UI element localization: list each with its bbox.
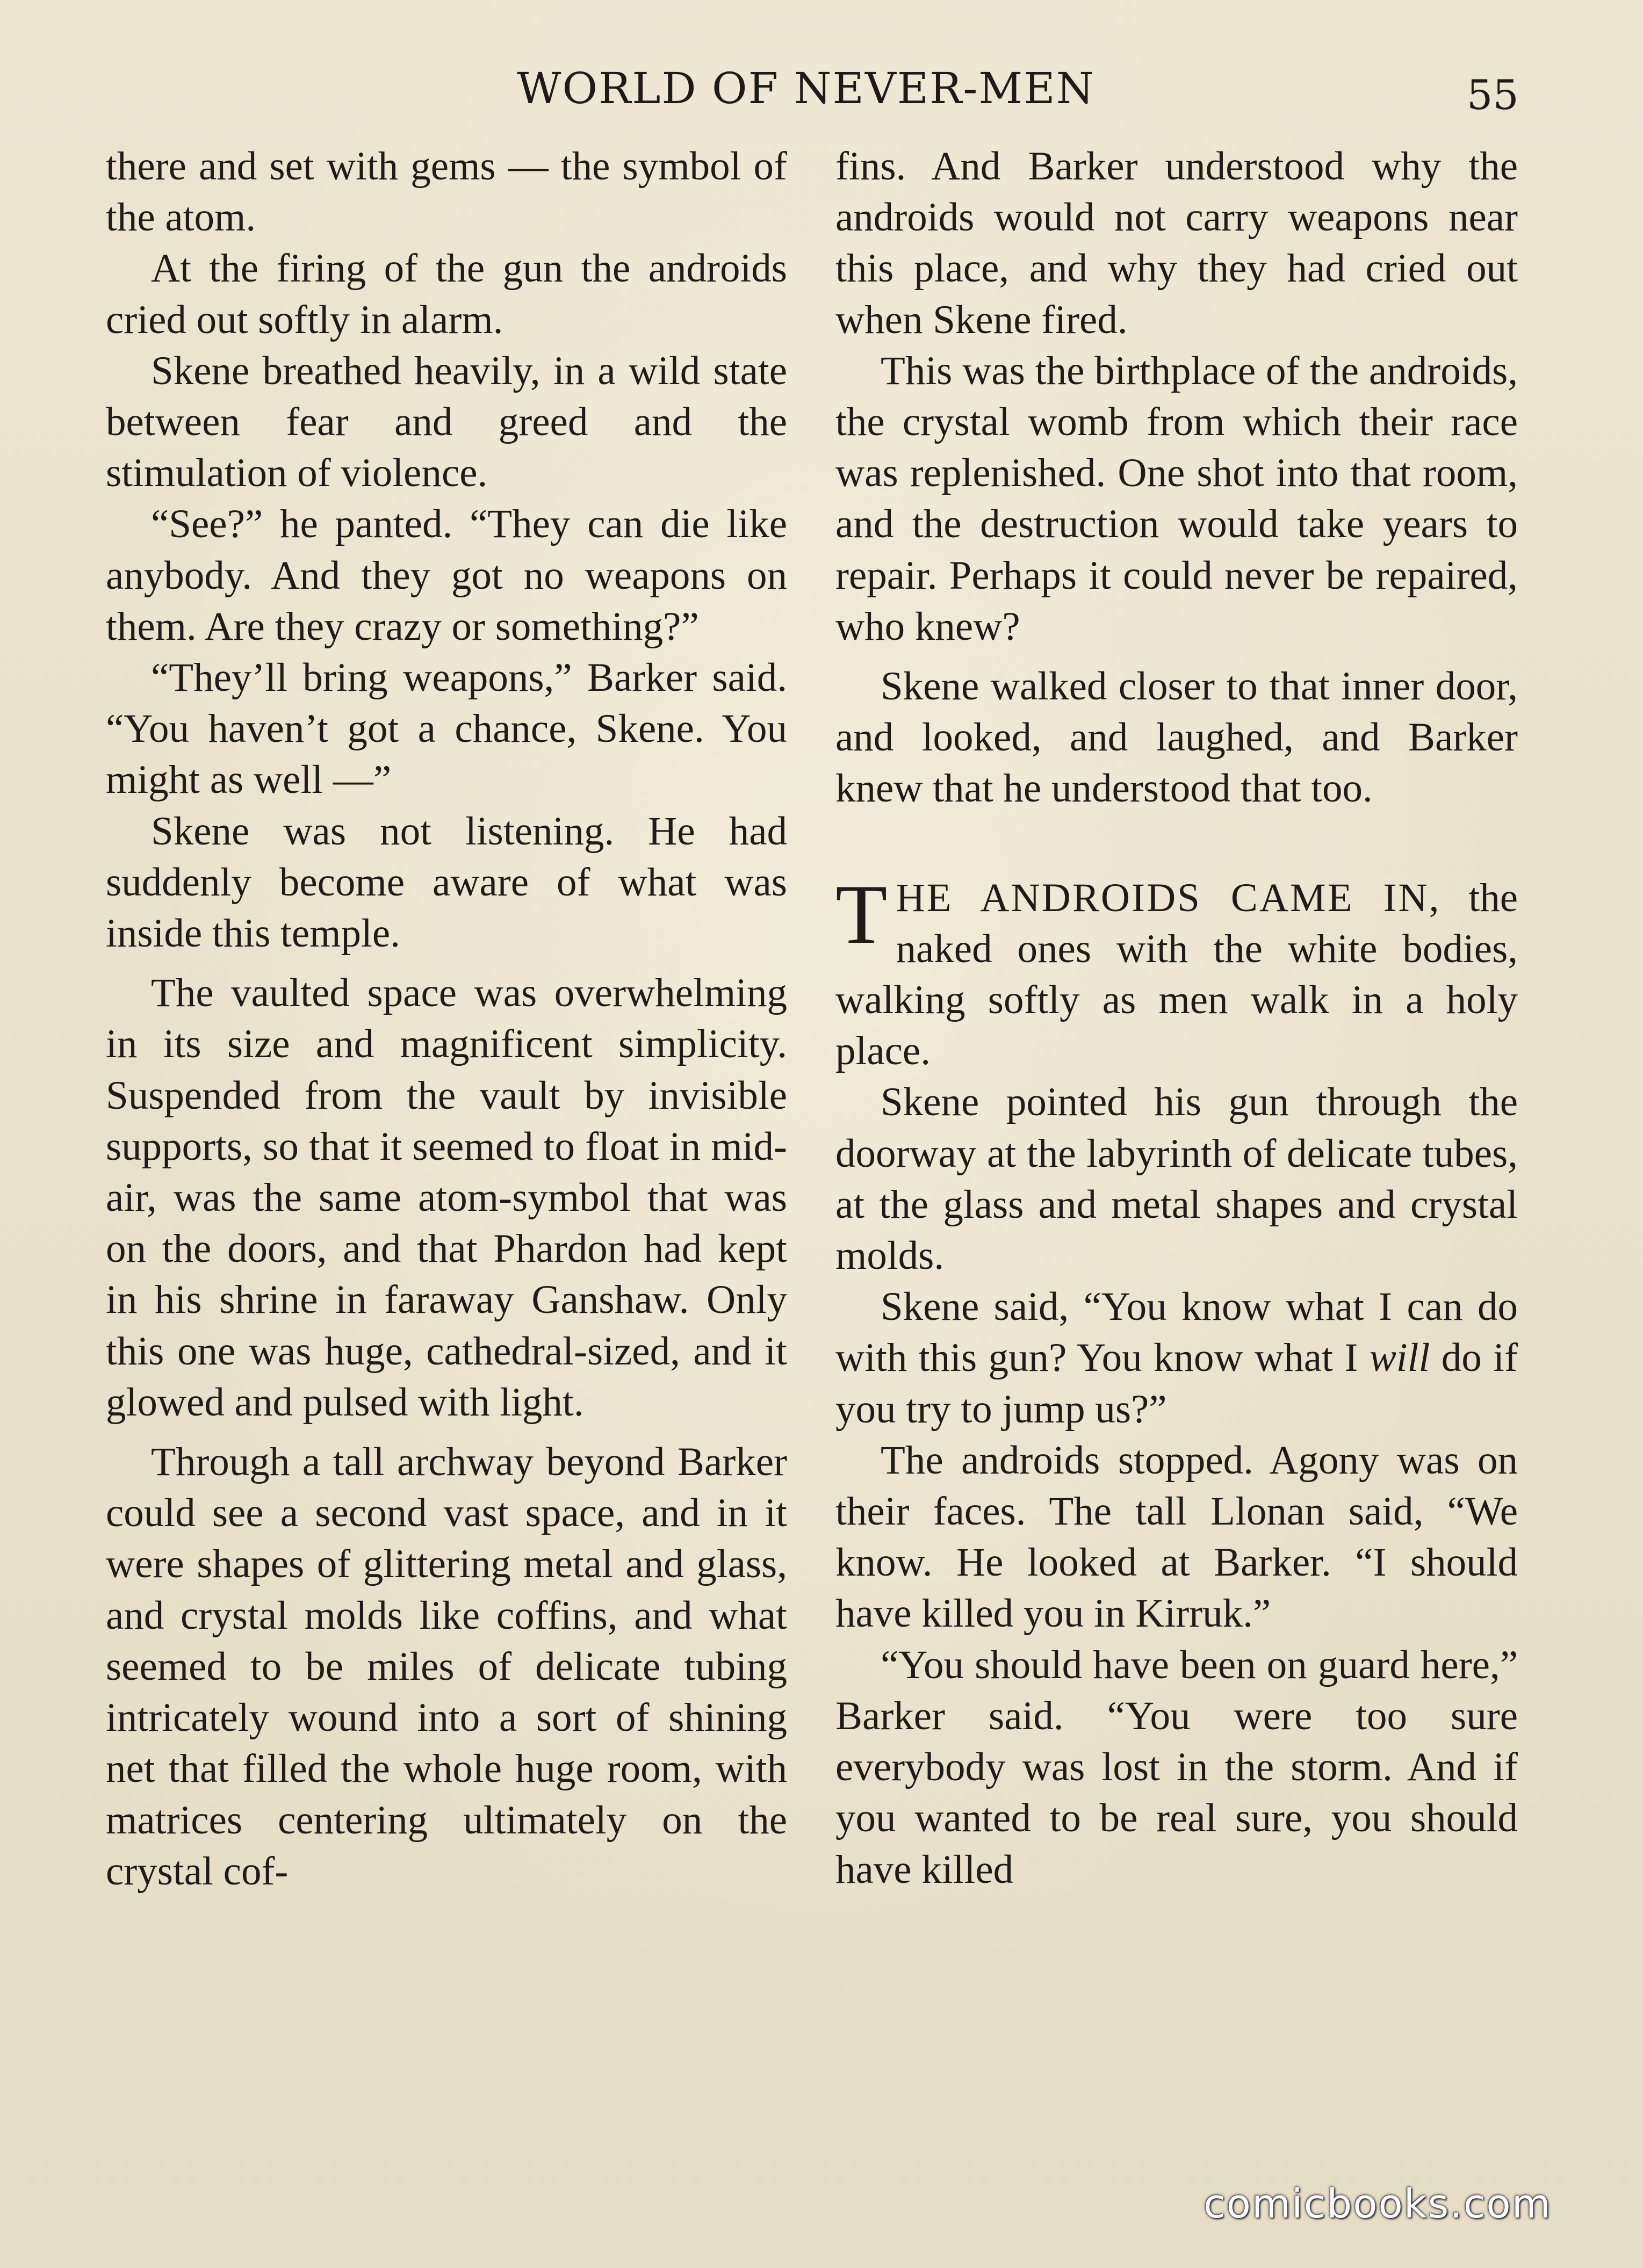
paragraph: “They’ll bring weapons,” Barker said. “You haven’t got a chance, Skene. You might as well —” bbox=[106, 655, 787, 803]
paragraph: Skene breathed heavily, in a wild state between fear and greed and the stimulation of violence. bbox=[106, 348, 787, 496]
section-lead-rest: the naked ones with the white bodies, walking softly as men walk in a holy place. bbox=[835, 875, 1518, 1074]
paragraph: there and set with gems — the symbol of the atom. bbox=[106, 144, 787, 240]
paragraph bbox=[835, 1281, 1518, 1435]
paragraph: This was the birthplace of the androids, the crystal womb from which their race was replenished. One shot into that room, and the destruction would take years to repair. Perhaps it could never be repaired, who knew? bbox=[835, 348, 1518, 649]
right-column bbox=[835, 141, 1518, 1895]
section-lead-smallcaps: HE ANDROIDS CAME IN, bbox=[896, 875, 1441, 920]
paragraph: “See?” he panted. “They can die like anybody. And they got no weapons on them. Are they crazy or something?” bbox=[106, 502, 787, 649]
italic-word: will bbox=[1369, 1335, 1430, 1381]
paragraph: Skene pointed his gun through the doorway at the labyrinth of delicate tubes, at the glass and metal shapes and crystal molds. bbox=[835, 1080, 1518, 1279]
paragraph: The androids stopped. Agony was on their faces. The tall Llonan said, “We know. He looked at Barker. “I should have killed you in Kirruk.” bbox=[835, 1438, 1518, 1636]
paragraph: At the firing of the gun the androids cried out softly in alarm. bbox=[106, 246, 787, 342]
paragraph-text: Skene said, “You know what I can do with this gun? You know what I bbox=[835, 1284, 1518, 1381]
paragraph: “You should have been on guard here,” Barker said. “You were too sure everybody was lost in the storm. And if you wanted to be real sure, you should have killed bbox=[835, 1642, 1518, 1892]
drop-cap: T bbox=[835, 867, 888, 962]
section-opening-paragraph bbox=[835, 867, 1518, 1077]
watermark-logo: comicbooks.com bbox=[1204, 2181, 1552, 2227]
left-column bbox=[106, 141, 787, 1897]
paragraph: Through a tall archway beyond Barker could see a second vast space, and in it were shapes of glittering metal and glass, and crystal molds like coffins, and what seemed to be miles of delicate tubing intricately wound into a sort of shining net that filled the whole huge room, with matrices centering ultimately on the crystal cof- bbox=[106, 1440, 787, 1894]
page-number: 55 bbox=[1467, 71, 1519, 119]
paragraph: Skene walked closer to that inner door, and looked, and laughed, and Barker knew that he understood that too. bbox=[835, 664, 1518, 811]
paragraph-text: do if you try to jump us?” bbox=[835, 1335, 1518, 1432]
paragraph: fins. And Barker understood why the androids would not carry weapons near this place, and why they had cried out when Skene fired. bbox=[835, 144, 1518, 342]
paragraph: Skene was not listening. He had suddenly become aware of what was inside this temple. bbox=[106, 808, 787, 956]
paragraph: The vaulted space was overwhelming in its size and magnificent simplicity. Suspended from the vault by invisible supports, so that it seemed to float in mid-air, was the same atom-symbol that was on the doors, and that Phardon had kept in his shrine in faraway Ganshaw. Only this one was huge, cathedral-sized, and it glowed and pulsed with light. bbox=[106, 971, 787, 1425]
running-title: WORLD OF NEVER-MEN bbox=[517, 63, 1095, 113]
